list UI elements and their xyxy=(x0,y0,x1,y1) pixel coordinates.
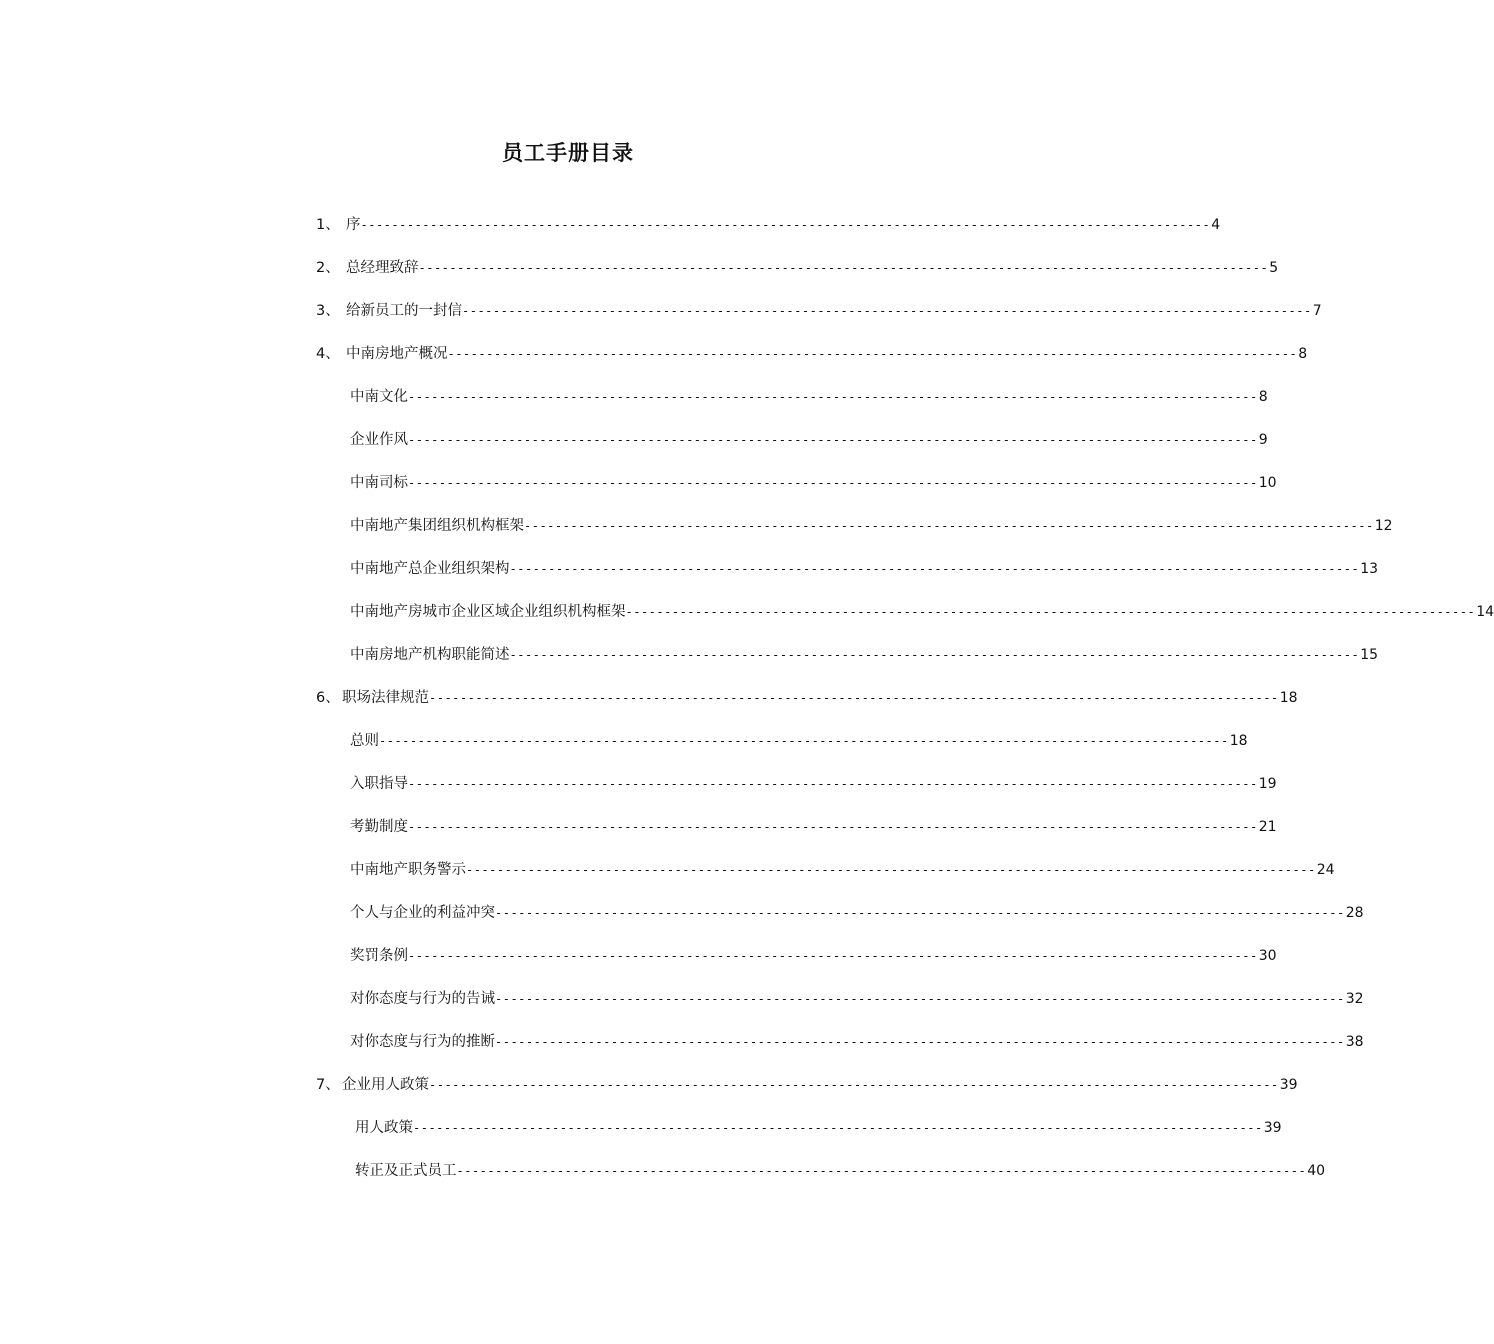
toc-entry[interactable] xyxy=(316,301,1322,321)
toc-page-number: 4 xyxy=(1211,217,1221,233)
toc-leader-dashes: -------------------------------------------------------------------------------------------------------------- xyxy=(413,1121,1263,1135)
toc-leader-dashes: -------------------------------------------------------------------------------------------------------------- xyxy=(429,1078,1279,1092)
toc-page-number: 5 xyxy=(1269,260,1279,276)
toc-entry[interactable] xyxy=(316,344,1308,364)
toc-leader-dashes: -------------------------------------------------------------------------------------------------------------- xyxy=(360,218,1211,232)
toc-subentry[interactable] xyxy=(350,645,1379,665)
toc-entry[interactable] xyxy=(316,688,1298,708)
toc-entry-title: 企业作风 xyxy=(350,432,408,448)
toc-entry[interactable] xyxy=(316,258,1279,278)
toc-entry-title: 中南地产集团组织机构框架 xyxy=(350,518,524,534)
toc-leader-dashes: -------------------------------------------------------------------------------------------------------------- xyxy=(625,605,1476,619)
toc-subentry[interactable] xyxy=(355,1118,1282,1138)
toc-leader-dashes: -------------------------------------------------------------------------------------------------------------- xyxy=(408,949,1258,963)
toc-entry-title: 中南地产房城市企业区域企业组织机构框架 xyxy=(350,604,626,620)
toc-entry-title: 中南地产总企业组织架构 xyxy=(350,561,510,577)
toc-leader-dashes: -------------------------------------------------------------------------------------------------------------- xyxy=(408,433,1258,447)
toc-subentry[interactable] xyxy=(350,1032,1364,1052)
toc-entry-title: 用人政策 xyxy=(355,1120,413,1136)
toc-entry-number: 7、 xyxy=(316,1077,340,1093)
toc-entry-title: 考勤制度 xyxy=(350,819,408,835)
toc-subentry[interactable] xyxy=(350,559,1379,579)
toc-subentry[interactable] xyxy=(350,430,1268,450)
toc-entry-title: 中南地产职务警示 xyxy=(350,862,466,878)
toc-page-number: 10 xyxy=(1258,475,1277,491)
toc-page-number: 9 xyxy=(1258,432,1268,448)
toc-entry-number: 4、 xyxy=(316,346,340,362)
toc-leader-dashes: -------------------------------------------------------------------------------------------------------------- xyxy=(509,648,1360,662)
toc-page-number: 32 xyxy=(1345,991,1364,1007)
toc-entry-title: 序 xyxy=(346,217,361,233)
toc-leader-dashes: -------------------------------------------------------------------------------------------------------------- xyxy=(447,347,1298,361)
toc-entry-title: 给新员工的一封信 xyxy=(346,303,462,319)
toc-page-number: 24 xyxy=(1316,862,1335,878)
toc-entry-title: 转正及正式员工 xyxy=(355,1163,457,1179)
toc-entry-title: 中南房地产机构职能简述 xyxy=(350,647,510,663)
toc-entry-title: 总则 xyxy=(350,733,379,749)
toc-entry-title: 中南司标 xyxy=(350,475,408,491)
toc-entry-number: 3、 xyxy=(316,303,340,319)
toc-subentry[interactable] xyxy=(350,731,1248,751)
toc-leader-dashes: -------------------------------------------------------------------------------------------------------------- xyxy=(408,476,1258,490)
toc-entry-title: 奖罚条例 xyxy=(350,948,408,964)
page-title: 员工手册目录 xyxy=(502,141,634,165)
toc-entry-number: 1、 xyxy=(316,217,340,233)
toc-subentry[interactable] xyxy=(355,1161,1326,1181)
toc-page-number: 18 xyxy=(1279,690,1298,706)
toc-leader-dashes: -------------------------------------------------------------------------------------------------------------- xyxy=(408,390,1258,404)
toc-entry[interactable] xyxy=(316,215,1221,235)
toc-leader-dashes: -------------------------------------------------------------------------------------------------------------- xyxy=(495,906,1345,920)
toc-leader-dashes: -------------------------------------------------------------------------------------------------------------- xyxy=(456,1164,1307,1178)
toc-leader-dashes: -------------------------------------------------------------------------------------------------------------- xyxy=(509,562,1360,576)
toc-leader-dashes: -------------------------------------------------------------------------------------------------------------- xyxy=(379,734,1229,748)
toc-leader-dashes: -------------------------------------------------------------------------------------------------------------- xyxy=(495,1035,1345,1049)
toc-page-number: 38 xyxy=(1345,1034,1364,1050)
toc-entry-title: 对你态度与行为的推断 xyxy=(350,1034,495,1050)
toc-leader-dashes: -------------------------------------------------------------------------------------------------------------- xyxy=(418,261,1269,275)
toc-entry-title: 企业用人政策 xyxy=(342,1077,429,1093)
toc-subentry[interactable] xyxy=(350,946,1277,966)
toc-entry-title: 中南文化 xyxy=(350,389,408,405)
toc-leader-dashes: -------------------------------------------------------------------------------------------------------------- xyxy=(408,820,1258,834)
toc-page-number: 18 xyxy=(1229,733,1248,749)
toc-subentry[interactable] xyxy=(350,989,1364,1009)
toc-subentry[interactable] xyxy=(350,774,1277,794)
toc-entry-title: 职场法律规范 xyxy=(342,690,429,706)
toc-page-number: 13 xyxy=(1360,561,1379,577)
toc-leader-dashes: -------------------------------------------------------------------------------------------------------------- xyxy=(408,777,1258,791)
toc-subentry[interactable] xyxy=(350,473,1277,493)
toc-page-number: 30 xyxy=(1258,948,1277,964)
toc-page-number: 7 xyxy=(1312,303,1322,319)
toc-entry-title: 个人与企业的利益冲突 xyxy=(350,905,495,921)
toc-leader-dashes: -------------------------------------------------------------------------------------------------------------- xyxy=(429,691,1279,705)
toc-page-number: 8 xyxy=(1258,389,1268,405)
toc-subentry[interactable] xyxy=(350,387,1268,407)
toc-entry-number: 6、 xyxy=(316,690,340,706)
toc-leader-dashes: -------------------------------------------------------------------------------------------------------------- xyxy=(524,519,1374,533)
toc-page-number: 19 xyxy=(1258,776,1277,792)
toc-leader-dashes: -------------------------------------------------------------------------------------------------------------- xyxy=(495,992,1345,1006)
toc-subentry[interactable] xyxy=(350,516,1393,536)
toc-page-number: 14 xyxy=(1476,604,1494,620)
toc-page-number: 12 xyxy=(1374,518,1393,534)
toc-subentry[interactable] xyxy=(350,860,1335,880)
toc-entry-title: 入职指导 xyxy=(350,776,408,792)
toc-page-number: 21 xyxy=(1258,819,1277,835)
toc-leader-dashes: -------------------------------------------------------------------------------------------------------------- xyxy=(462,304,1312,318)
toc-entry-title: 对你态度与行为的告诫 xyxy=(350,991,495,1007)
toc-page-number: 40 xyxy=(1307,1163,1326,1179)
toc-page-number: 39 xyxy=(1279,1077,1298,1093)
toc-entry-title: 总经理致辞 xyxy=(346,260,419,276)
toc-page-number: 15 xyxy=(1360,647,1379,663)
toc-page-number: 28 xyxy=(1345,905,1364,921)
toc-entry-title: 中南房地产概况 xyxy=(346,346,448,362)
toc-page-number: 39 xyxy=(1263,1120,1282,1136)
toc-subentry[interactable] xyxy=(350,903,1364,923)
toc-subentry[interactable] xyxy=(350,602,1494,622)
toc-page-number: 8 xyxy=(1298,346,1308,362)
toc-subentry[interactable] xyxy=(350,817,1277,837)
toc-entry[interactable] xyxy=(316,1075,1298,1095)
toc-entry-number: 2、 xyxy=(316,260,340,276)
toc-leader-dashes: -------------------------------------------------------------------------------------------------------------- xyxy=(466,863,1316,877)
